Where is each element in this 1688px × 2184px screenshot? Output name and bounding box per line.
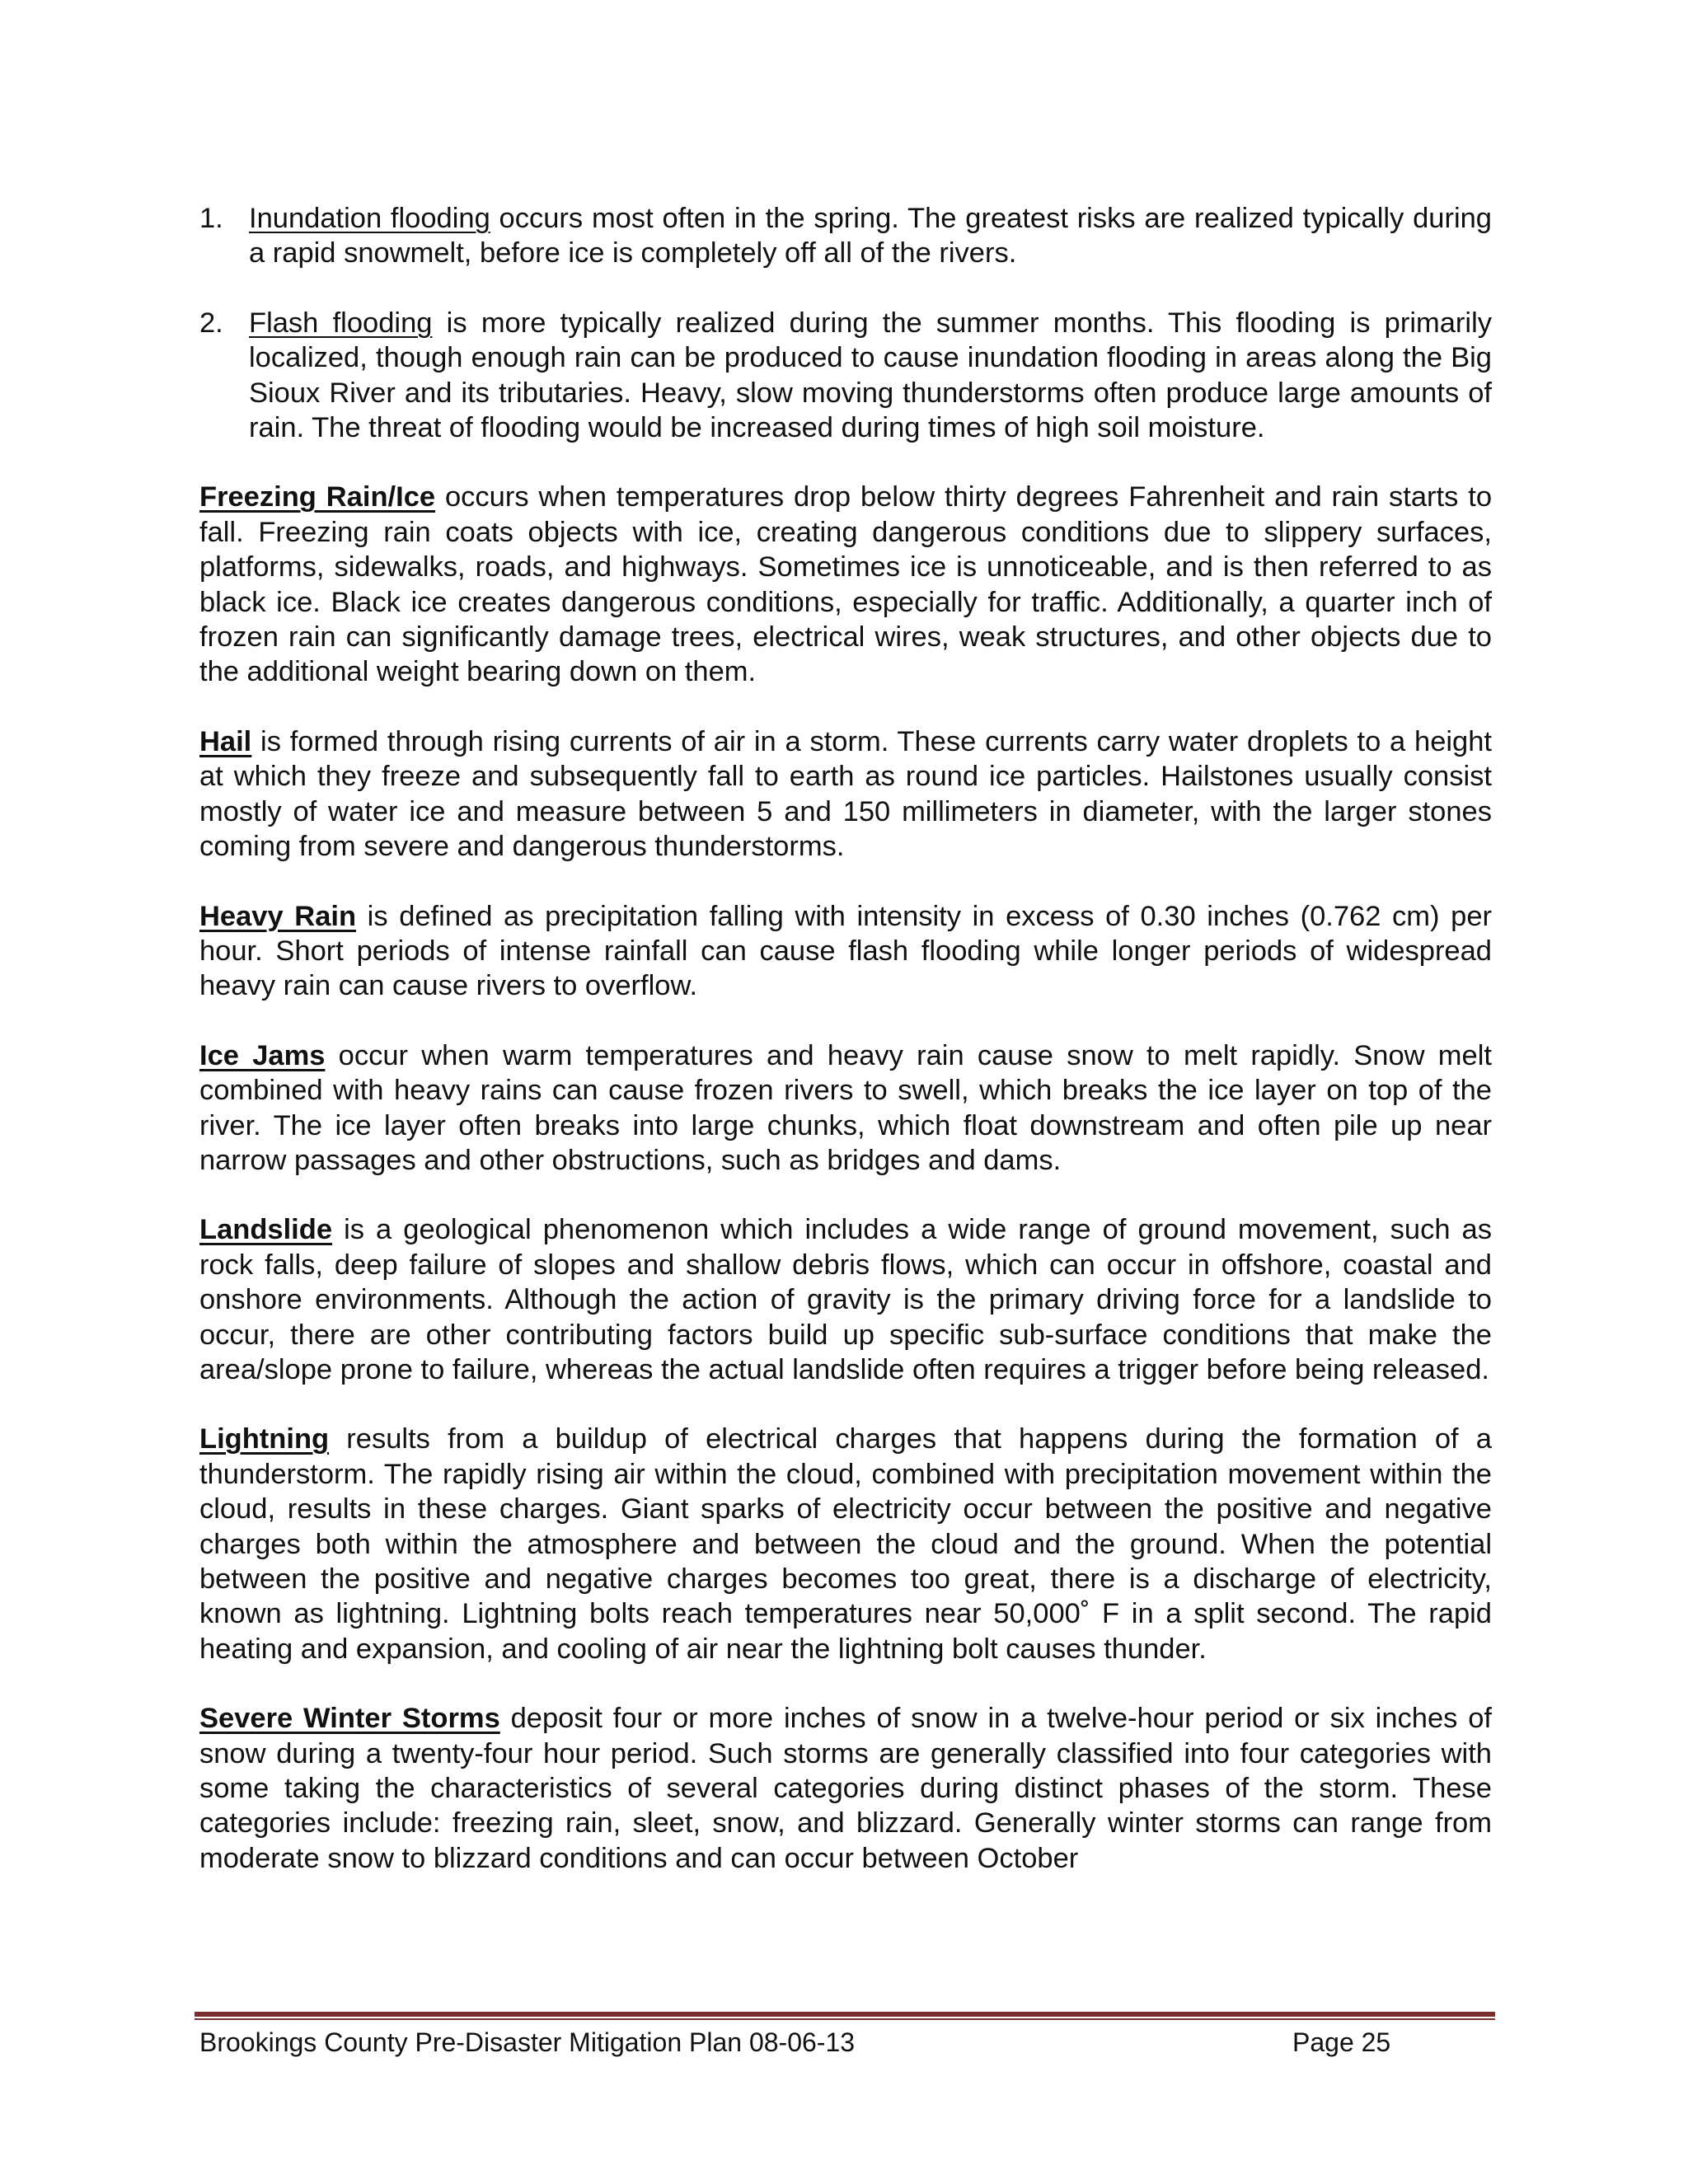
term-severe-winter-storms: Severe Winter Storms (199, 1703, 500, 1735)
term-hail: Hail (199, 725, 252, 757)
section-lightning (199, 1422, 1492, 1666)
definition-text: results from a buildup of electrical charges that happens during the formation of a thunderstorm. The rapidly rising air within the cloud, combined with precipitation movement within the cloud, results in these charges. Giant sparks of electricity occur between the positive and negative charges both within the atmosphere and between the cloud and the ground. When the potential between the positive and negative charges becomes too great, there is a discharge of electricity, known as lightning. Lightning bolts reach temperatures near 50,000˚ F in a split second. The rapid heating and expansion, and cooling of air near the lightning bolt causes thunder. (199, 1423, 1492, 1665)
footer-rule-thick (195, 2012, 1495, 2017)
definition-text: is a geological phenomenon which includes a wide range of ground movement, such as rock falls, deep failure of slopes and shallow debris flows, which can occur in offshore, coastal and onshore environments. Although the action of gravity is the primary driving force for a landslide to occur, there are other contributing factors build up specific sub-surface conditions that make the area/slope prone to failure, whereas the actual landslide often requires a trigger before being released. (199, 1214, 1492, 1385)
footer-rule (195, 2012, 1495, 2018)
list-item-inundation-flooding (199, 201, 1492, 271)
definition-text: is more typically realized during the summer months. This flooding is primarily localized, though enough rain can be produced to cause inundation flooding in areas along the Big Sioux River and its tributaries. Heavy, slow moving thunderstorms often produce large amounts of rain. The threat of flooding would be increased during times of high soil moisture. (249, 307, 1493, 444)
term-heavy-rain: Heavy Rain (199, 900, 357, 932)
section-heavy-rain (199, 899, 1492, 1004)
definition-text: is formed through rising currents of air in a storm. These currents carry water droplets to a height at which they freeze and subsequently fall to earth as round ice particles. Hailstones usually consist mostly of water ice and measure between 5 and 150 millimeters in diameter, with the larger stones coming from severe and dangerous thunderstorms. (199, 725, 1492, 863)
section-hail (199, 724, 1492, 865)
footer-document-title: Brookings County Pre-Disaster Mitigation Plan 08-06-13 (199, 2027, 856, 2057)
footer-rule-thin (195, 2018, 1495, 2020)
section-freezing-rain-ice (199, 480, 1492, 689)
definition-text: occurs when temperatures drop below thirty degrees Fahrenheit and rain starts to fall. Freezing rain coats objects with ice, creating dangerous conditions due to slippery surfaces, platforms, sidewalks, roads, and highways. Sometimes ice is unnoticeable, and is then referred to as black ice. Black ice creates dangerous conditions, especially for traffic. Additionally, a quarter inch of frozen rain can significantly damage trees, electrical wires, weak structures, and other objects due to the additional weight bearing down on them. (199, 481, 1493, 688)
section-ice-jams (199, 1038, 1492, 1179)
term-flash-flooding: Flash flooding (249, 307, 433, 339)
term-freezing-rain-ice: Freezing Rain/Ice (199, 481, 436, 513)
definition-text: occurs most often in the spring. The greatest risks are realized typically during a rapid snowmelt, before ice is completely off all of the rivers. (249, 203, 1492, 269)
definition-text: is defined as precipitation falling with intensity in excess of 0.30 inches (0.762 cm) per hour. Short periods of intense rainfall can cause flash flooding while longer periods of widespread heavy rain can cause rivers to overflow. (199, 900, 1492, 1002)
term-ice-jams: Ice Jams (199, 1039, 326, 1071)
term-landslide: Landslide (199, 1214, 333, 1246)
term-inundation-flooding: Inundation flooding (249, 203, 490, 234)
list-number: 1. (199, 203, 223, 234)
list-item-flash-flooding (199, 306, 1492, 446)
document-body (199, 201, 1492, 1910)
term-lightning: Lightning (199, 1423, 330, 1455)
section-severe-winter-storms (199, 1701, 1492, 1876)
definition-text: deposit four or more inches of snow in a twelve-hour period or six inches of snow during a twenty-four hour period. Such storms are generally classified into four categories with some taking the characteristics of several categories during distinct phases of the storm. These categories include: freezing rain, sleet, snow, and blizzard. Generally winter storms can range from moderate snow to blizzard conditions and can occur between October (199, 1703, 1493, 1874)
footer-page-number: Page 25 (1292, 2027, 1391, 2057)
list-number: 2. (199, 307, 223, 339)
section-landslide (199, 1212, 1492, 1387)
definition-text: occur when warm temperatures and heavy rain cause snow to melt rapidly. Snow melt combined with heavy rains can cause frozen rivers to swell, which breaks the ice layer on top of the river. The ice layer often breaks into large chunks, which float downstream and often pile up near narrow passages and other obstructions, such as bridges and dams. (199, 1039, 1492, 1176)
